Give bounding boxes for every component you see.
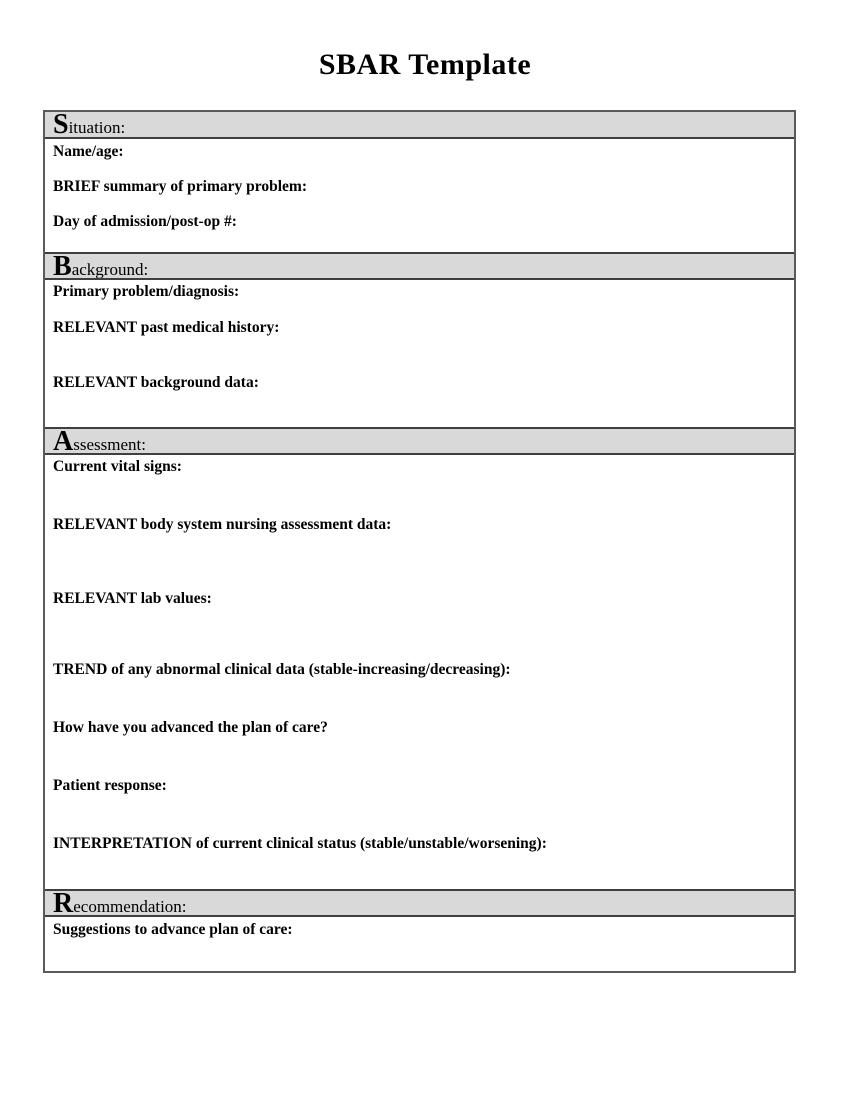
field-label-nursing-assessment-data: RELEVANT body system nursing assessment data:: [53, 516, 392, 533]
field-label-primary-problem: Primary problem/diagnosis:: [53, 283, 240, 300]
background-header-label: ackground:: [71, 260, 149, 279]
recommendation-initial-letter: R: [53, 889, 74, 917]
field-label-lab-values: RELEVANT lab values:: [53, 590, 212, 607]
field-label-interpretation: INTERPRETATION of current clinical status (stable/unstable/worsening):: [53, 835, 547, 852]
background-section-header: [45, 252, 794, 280]
situation-section-header: [45, 112, 794, 139]
field-label-vital-signs: Current vital signs:: [53, 458, 182, 475]
situation-initial-letter: S: [53, 112, 69, 139]
situation-entry-area[interactable]: [45, 139, 794, 252]
background-section: [45, 252, 794, 427]
recommendation-section: [45, 889, 794, 971]
field-label-plan-of-care: How have you advanced the plan of care?: [53, 719, 328, 736]
field-label-past-medical-history: RELEVANT past medical history:: [53, 319, 280, 336]
situation-section: [45, 112, 794, 252]
field-label-trend: TREND of any abnormal clinical data (stable-increasing/decreasing):: [53, 661, 511, 678]
situation-header-label: ituation:: [68, 118, 126, 137]
recommendation-section-header: [45, 889, 794, 917]
field-label-suggestions: Suggestions to advance plan of care:: [53, 921, 293, 938]
assessment-initial-letter: A: [53, 427, 74, 455]
field-label-name-age: Name/age:: [53, 143, 124, 160]
assessment-section-header: [45, 427, 794, 455]
field-label-background-data: RELEVANT background data:: [53, 374, 259, 391]
field-label-day-of-admission: Day of admission/post-op #:: [53, 213, 237, 230]
recommendation-header-label: ecommendation:: [73, 897, 187, 916]
field-label-patient-response: Patient response:: [53, 777, 167, 794]
background-initial-letter: B: [53, 252, 72, 280]
field-label-brief-summary: BRIEF summary of primary problem:: [53, 178, 308, 195]
sbar-form-table: [43, 110, 796, 973]
assessment-section: [45, 427, 794, 889]
page-title: SBAR Template: [318, 48, 532, 81]
assessment-header-label: ssessment:: [73, 435, 146, 454]
background-entry-area[interactable]: [45, 280, 794, 427]
assessment-entry-area[interactable]: [45, 455, 794, 889]
recommendation-entry-area[interactable]: [45, 917, 794, 971]
